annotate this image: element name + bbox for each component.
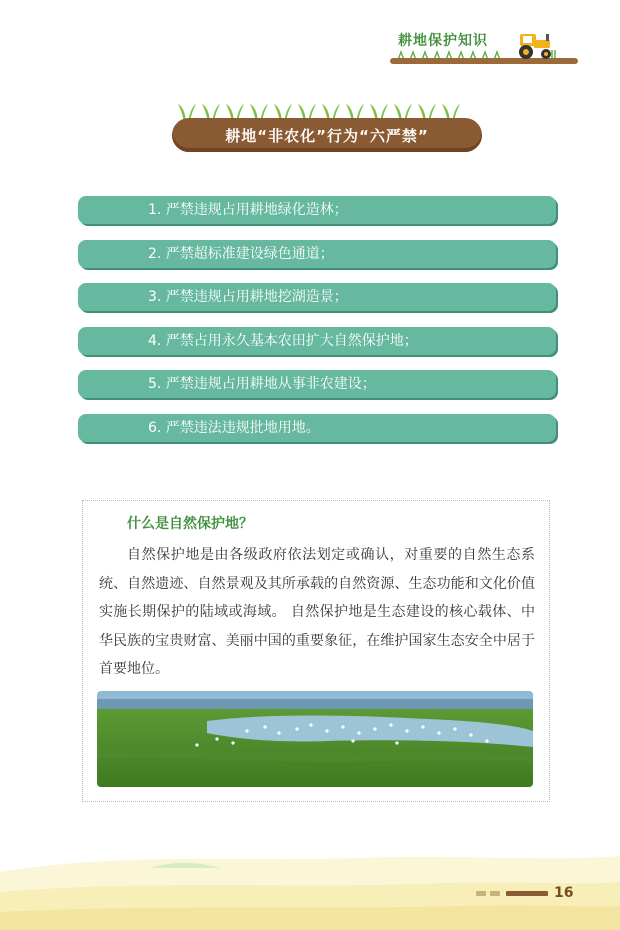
pager-dash-2 [490, 891, 500, 896]
rules-list [78, 196, 556, 457]
wetland-photo [97, 691, 533, 787]
rule-item-2: 2. 严禁超标准建设绿色通道； [78, 240, 556, 268]
pager-dash-3 [506, 891, 548, 896]
header-badge [390, 26, 580, 68]
info-body: 自然保护地是由各级政府依法划定或确认，对重要的自然生态系统、自然遗迹、自然景观及其所承载的自然资源、生态功能和文化价值实施长期保护的陆域或海域。 自然保护地是生态建设的核心载体、中华民族的宝贵财富、美丽中国的重要象征，在维护国家生态安全中居于首要地位。 [99, 547, 535, 677]
section-title: 耕地“非农化”行为“六严禁” [225, 127, 429, 145]
page-number: 16 [554, 885, 574, 901]
header-title: 耕地保护知识 [398, 33, 488, 49]
section-banner [168, 98, 486, 156]
tractor-icon [510, 28, 558, 60]
pager-dash-1 [476, 891, 486, 896]
rule-item-3: 3. 严禁违规占用耕地挖湖造景； [78, 283, 556, 311]
rule-item-6: 6. 严禁违法违规批地用地。 [78, 414, 556, 442]
rule-item-5: 5. 严禁违规占用耕地从事非农建设； [78, 370, 556, 398]
rule-item-4: 4. 严禁占用永久基本农田扩大自然保护地； [78, 327, 556, 355]
rule-item-1: 1. 严禁违规占用耕地绿化造林； [78, 196, 556, 224]
page-indicator [476, 887, 596, 901]
fields-background [0, 832, 620, 930]
info-heading: 什么是自然保护地？ [127, 516, 253, 532]
info-box [82, 500, 550, 802]
